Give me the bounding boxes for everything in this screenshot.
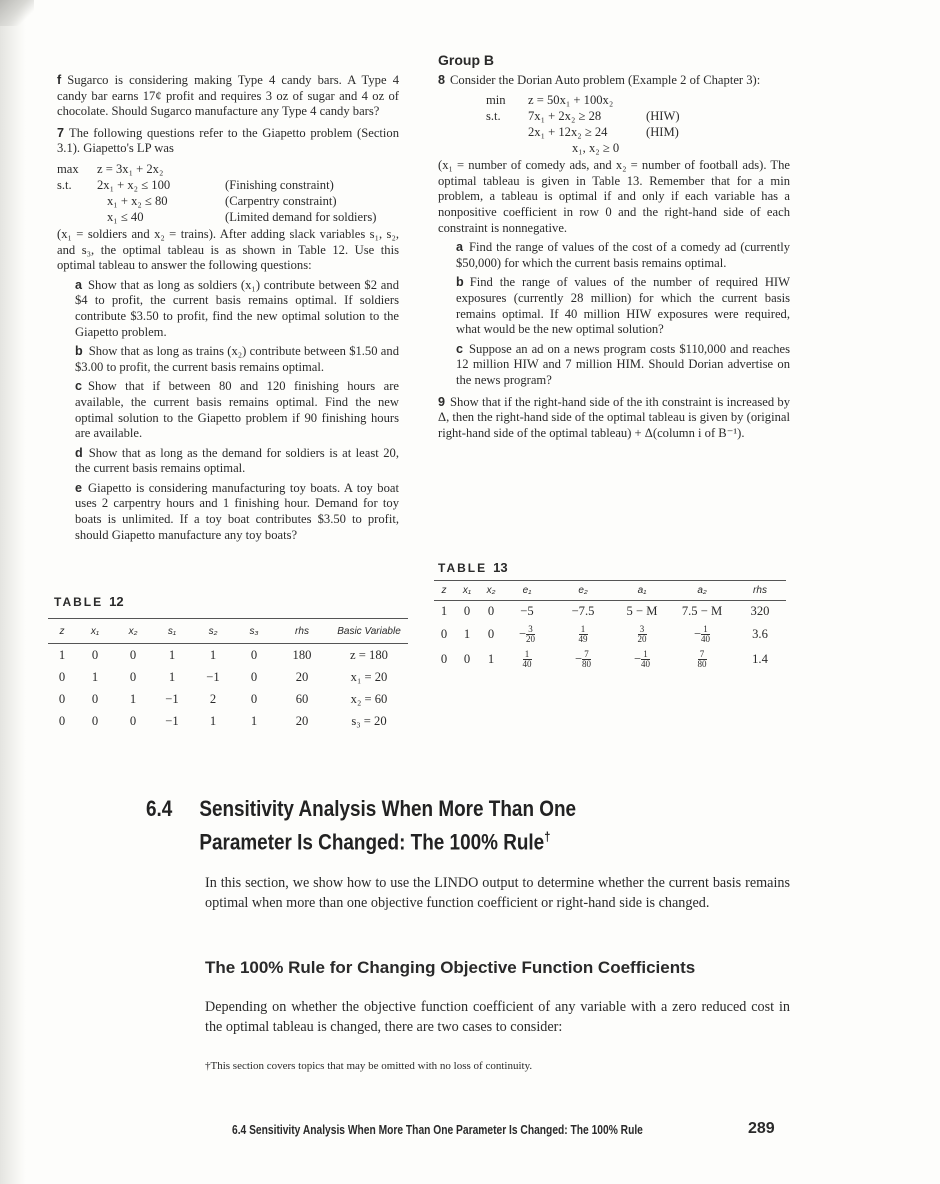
problem-8c: c Suppose an ad on a news program costs $110,000 and reaches 12 million HIW and 7 million HIM. Should Dorian advertise on the news program? (456, 341, 790, 387)
problem-7b: b Show that as long as trains (x₂) contribute between $1.50 and $3.00 to profit, the current basis remains optimal. (75, 344, 399, 374)
problem-8: 8 Consider the Dorian Auto problem (Example 2 of Chapter 3): (438, 72, 761, 87)
table-row: 0 1 0 − $\frac{3}{20}$ $\frac{1}{49}$ $\frac{3}{20}$ − $\frac{1}{40}$ 3.6 (440, 624, 768, 644)
table-13-title: TABLE 13 (438, 560, 508, 575)
table-row: 1 0 0 −5 −7.5 5 − M 7.5 − M 320 (440, 604, 770, 618)
table-13-header: z x₁ x₂ e₁ e₂ a₁ a₂ rhs (434, 581, 786, 601)
table-12-title: TABLE 12 (54, 594, 124, 609)
section-title: 6.4 Sensitivity Analysis When More Than One Parameter Is Changed: The 100% Rule† (146, 796, 577, 855)
table-row: 0 0 1 $\frac{1}{40}$ − $\frac{7}{80}$ − $\frac{1}{40}$ $\frac{7}{80}$ 1.4 (440, 649, 768, 669)
subsection-heading: The 100% Rule for Changing Objective Function Coefficients (205, 958, 696, 977)
left-column (57, 73, 399, 547)
problem-8a: a Find the range of values of the cost of a comedy ad (currently $50,000) for which the current basis remains optimal. (456, 240, 790, 270)
giapetto-lp: max z = 3x₁ + 2x₂ s.t. 2x₁ + x₂ ≤ 100 (Finishing constraint) x₁ + x₂ ≤ 80 (Carpentry constraint) x₁ ≤ 40 (Limited demand for soldiers) (57, 161, 377, 224)
problem-9: 9 Show that if the right-hand side of the ith constraint is increased by Δ, then the right-hand side of the optimal tableau is given by (original right-hand side of the optimal tableau) + Δ(column i of B⁻¹). (438, 394, 790, 440)
table-12 (48, 618, 408, 732)
table-13 (434, 580, 786, 672)
problem-7d: d Show that as long as the demand for soldiers is at least 20, the current basis remains optimal. (75, 445, 399, 476)
page-number: 289 (748, 1120, 775, 1137)
problem-8b: b Find the range of values of the number of required HIW exposures (currently 28 million) for which the current basis remains optimal. If 40 million HIW exposures were required, what would be the new optimal solution? (456, 275, 790, 337)
problem-6f: f Sugarco is considering making Type 4 candy bars. A Type 4 candy bar earns 17¢ profit and requires 3 oz of sugar and 4 oz of chocolate. Should Sugarco manufacture any Type 4 candy bars? (57, 73, 399, 119)
problem-7-context: (x₁ = soldiers and x₂ = trains). After adding slack variables s₁, s₂, and s₃, the optimal tableau is as shown in Table 12. Use this optimal tableau to answer the following questions: (57, 226, 399, 273)
scan-edge-shadow (0, 0, 26, 1184)
group-heading: Group B (438, 52, 494, 68)
right-column (438, 53, 790, 445)
problem-7: 7 The following questions refer to the Giapetto problem (Section 3.1). Giapetto's LP was (57, 125, 399, 156)
problem-7c: c Show that if between 80 and 120 finishing hours are available, the current basis remains optimal. Find the new optimal solution to the Giapetto problem if 90 finishing hours are available. (75, 379, 399, 441)
scan-corner-shadow (0, 0, 34, 26)
section-paragraph: Depending on whether the objective function coefficient of any variable with a zero reduced cost in the optimal tableau is changed, there are two cases to consider: (205, 999, 790, 1035)
problem-8-context: (x₁ = number of comedy ads, and x₂ = number of football ads). The optimal tableau is given in Table 13. Remember that for a min problem, a tableau is optimal if and only if each variable has a nonpositive coefficient in row 0 and the right-hand side of each constraint is nonnegative. (438, 158, 790, 235)
section-intro: In this section, we show how to use the LINDO output to determine whether the current basis remains optimal when more than one objective function coefficient or right-hand side is changed. (205, 875, 790, 911)
problem-7a: a Show that as long as soldiers (x₁) contribute between $2 and $4 to profit, the current basis remains optimal. If soldiers contribute $3.50 to profit, find the new optimal solution to the Giapetto problem. (75, 277, 399, 339)
dorian-lp: min z = 50x₁ + 100x₂ s.t. 7x₁ + 2x₂ ≥ 28 (HIW) 2x₁ + 12x₂ ≥ 24 (HIM) x₁, x₂ ≥ 0 (486, 93, 680, 156)
table-row: 0 0 1 −1 2 0 60 x₂ = 60 (58, 691, 388, 706)
table-12-header: z x₁ x₂ s₁ s₂ s₃ rhs Basic Variable (48, 619, 408, 644)
problem-7e: e Giapetto is considering manufacturing toy boats. A toy boat uses 2 carpentry hours and 1 finishing hour. Demand for toy boats is unlimited. If a toy boat contributes $3.50 to profit, should Giapetto manufacture any toy boats? (75, 480, 399, 542)
table-row: 0 0 0 −1 1 1 20 s₃ = 20 (58, 713, 387, 728)
running-footer: 6.4 Sensitivity Analysis When More Than One Parameter Is Changed: The 100% Rule (232, 1123, 643, 1137)
table-row: 1 0 0 1 1 0 180 z = 180 (58, 647, 388, 662)
table-row: 0 1 0 1 −1 0 20 x₁ = 20 (58, 669, 388, 684)
footnote: †This section covers topics that may be omitted with no loss of continuity. (205, 1060, 533, 1072)
